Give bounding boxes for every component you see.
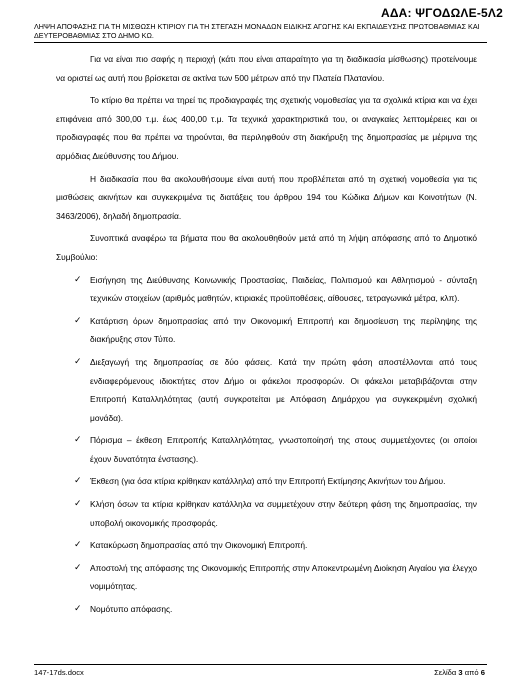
list-item (56, 472, 477, 491)
checkmark-icon: ✓ (74, 562, 82, 573)
checkmark-icon: ✓ (74, 274, 82, 285)
list-item (56, 353, 477, 427)
footer-page-number (434, 668, 485, 677)
page-label: Σελίδα (434, 668, 457, 677)
list-item (56, 271, 477, 308)
checkmark-icon: ✓ (74, 315, 82, 326)
document-body (56, 50, 477, 623)
footer-filename: 147-17ds.docx (34, 668, 84, 677)
step-text: Αποστολή της απόφασης της Οικονομικής Επιτροπής στην Αποκεντρωμένη Διοίκηση Αιγαίου για έλεγχο νομιμότητας. (90, 562, 477, 592)
total-pages: 6 (480, 668, 485, 677)
checkmark-icon: ✓ (74, 356, 82, 367)
steps-list (56, 271, 477, 619)
checkmark-icon: ✓ (74, 435, 82, 446)
step-text: Κατάρτιση όρων δημοπρασίας από την Οικονομική Επιτροπή και δημοσίευση της περίληψης της διακήρυξης στον Τύπο. (90, 315, 477, 345)
checkmark-icon: ✓ (74, 476, 82, 487)
of-label: από (464, 668, 479, 677)
step-text: Εισήγηση της Διεύθυνσης Κοινωνικής Προστασίας, Παιδείας, Πολιτισμού και Αθλητισμού - σύνταξη τεχνικών στοιχείων (αριθμός μαθητών, κτιριακές προϋποθέσεις, αίθουσες, τετραγωνικά μέτρα, κλπ). (90, 274, 477, 304)
list-item (56, 536, 477, 555)
paragraph: Για να είναι πιο σαφής η περιοχή (κάτι που είναι απαραίτητο για τη διαδικασία μίσθωσης) προτείνουμε να οριστεί ως αυτή που βρίσκεται σε ακτίνα των 500 μέτρων από την Πλατεία Πλατανίου. (56, 54, 477, 83)
list-item (56, 559, 477, 596)
ada-code: ΑΔΑ: ΨΓΟΔΩΛΕ-5Λ2 (380, 6, 503, 20)
list-item (56, 600, 477, 619)
paragraph: Η διαδικασία που θα ακολουθήσουμε είναι αυτή που προβλέπεται από τη σχετική νομοθεσία για τις μισθώσεις ακινήτων και συγκεκριμένα τις διατάξεις του άρθρου 194 του Κώδικα Δήμων και Κοινοτήτων (Ν. 3463/2006), δηλαδή δημοπρασία. (56, 173, 477, 221)
step-text: Πόρισμα – έκθεση Επιτροπής Καταλληλότητας, γνωστοποίησή της στους συμμετέχοντες (οι οποίοι έχουν δυνατότητα ένστασης). (90, 435, 477, 464)
paragraph: Το κτίριο θα πρέπει να τηρεί τις προδιαγραφές της σχετικής νομοθεσίας για τα σχολικά κτίρια και να έχει επιφάνεια από 300,00 τ.μ. έως 400,00 τ.μ. Τα τεχνικά χαρακτηριστικά του, οι αναγκαίες λεπτομέρειες και οι προδιαγραφές που θα πρέπει να τηρούνται, θα περιληφθούν στη διακήρυξη της δημοπρασίας με μέριμνα της αρμόδιας Διεύθυνσης του Δήμου. (56, 95, 477, 161)
footer-divider (34, 664, 487, 665)
step-text: Έκθεση (για όσα κτίρια κρίθηκαν κατάλληλα) από την Επιτροπή Εκτίμησης Ακινήτων του Δήμου. (90, 476, 446, 487)
list-item (56, 495, 477, 532)
checkmark-icon: ✓ (74, 499, 82, 510)
step-text: Κλήση όσων τα κτίρια κρίθηκαν κατάλληλα να συμμετέχουν στην δεύτερη φάση της δημοπρασίας, την υποβολή οικονομικής προσφοράς. (90, 499, 477, 528)
checkmark-icon: ✓ (74, 604, 82, 615)
paragraph: Συνοπτικά αναφέρω τα βήματα που θα ακολουθηθούν μετά από τη λήψη απόφασης από το Δημοτικό Συμβούλιο: (56, 233, 477, 262)
list-item (56, 431, 477, 468)
document-header: ΛΗΨΗ ΑΠΟΦΑΣΗΣ ΓΙΑ ΤΗ ΜΙΣΘΩΣΗ ΚΤΙΡΙΟΥ ΓΙΑ ΤΗ ΣΤΕΓΑΣΗ ΜΟΝΑΔΩΝ ΕΙΔΙΚΗΣ ΑΓΩΓΗΣ ΚΑΙ ΕΚΠΑΙΔΕΥΣΗΣ ΠΡΩΤΟΒΑΘΜΙΑΣ ΚΑΙ ΔΕΥΤΕΡΟΒΑΘΜΙΑΣ ΣΤΟ ΔΗΜΟ ΚΩ. (34, 23, 487, 43)
step-text: Νομότυπο απόφασης. (90, 604, 173, 615)
checkmark-icon: ✓ (74, 540, 82, 551)
step-text: Διεξαγωγή της δημοπρασίας σε δύο φάσεις. Κατά την πρώτη φάση αποστέλλονται από τους ενδιαφερόμενους ιδιοκτήτες στον Δήμο οι φάκελοι προσφορών. Οι φάκελοι μεταβιβάζονται στην Επιτροπή Καταλληλότητας (αυτή συγκροτείται με Απόφαση Δημάρχου για συγκεκριμένη σχολική μονάδα). (90, 356, 477, 423)
list-item (56, 312, 477, 349)
step-text: Κατακύρωση δημοπρασίας από την Οικονομική Επιτροπή. (90, 540, 308, 551)
current-page: 3 (458, 668, 463, 677)
